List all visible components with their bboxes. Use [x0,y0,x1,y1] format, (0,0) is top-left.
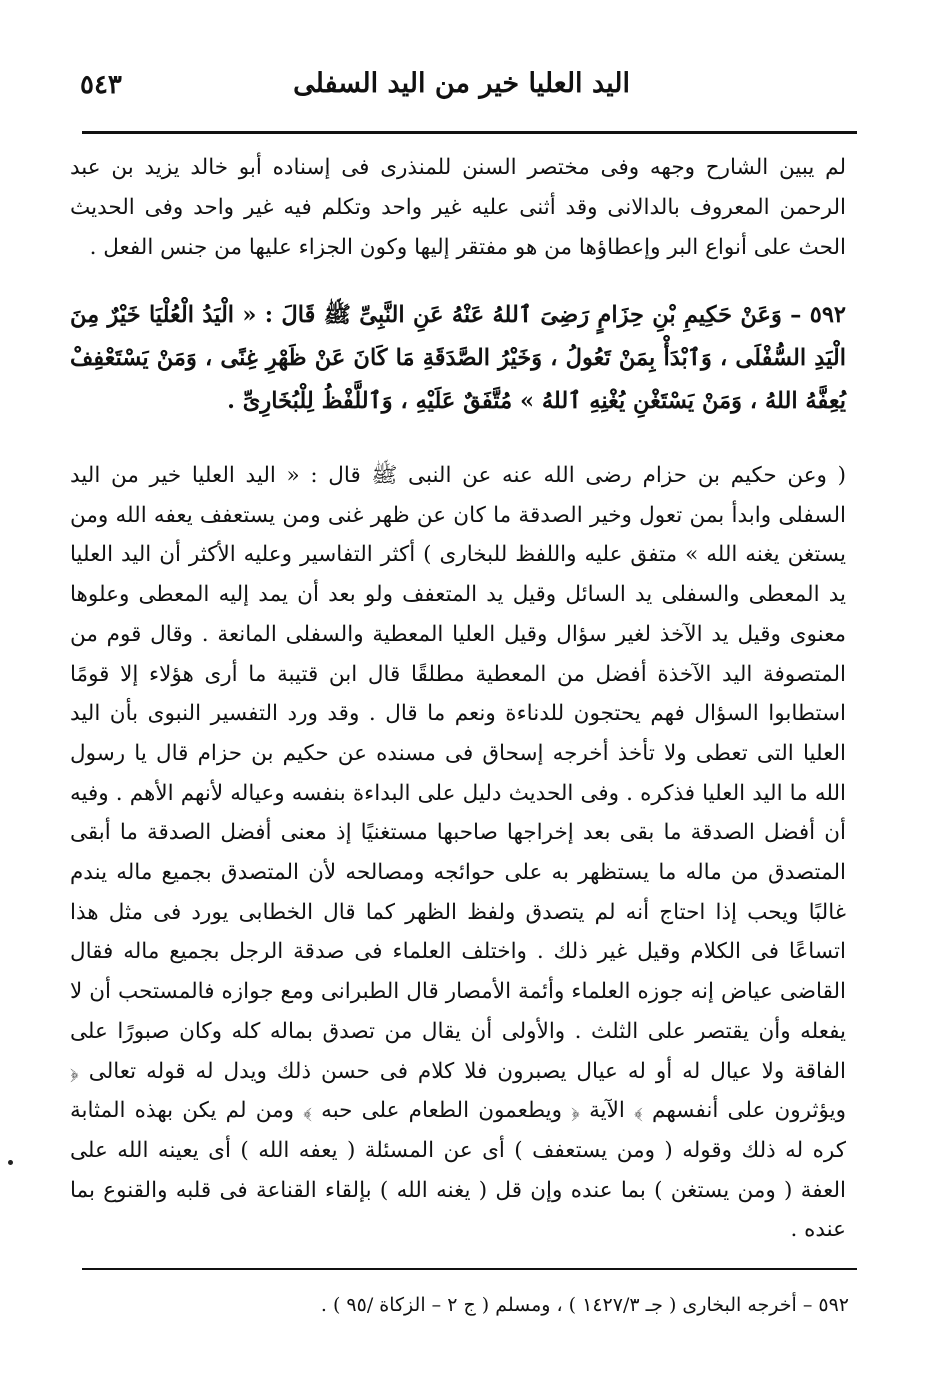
footnote: ٥٩٢ – أخرجه البخارى ( جـ ١٤٢٧/٣ ) ، ومسلم ( ج ٢ – الزكاة /٩٥ ) . [320,1294,849,1316]
margin-dot [8,1160,13,1165]
running-title: اليد العليا خير من اليد السفلى [293,68,630,99]
header-rule [82,131,857,134]
commentary-paragraph: ( وعن حكيم بن حزام رضى الله عنه عن النبى ﷺ قال : « اليد العليا خير من اليد السفلى وابدأ بمن تعول وخير الصدقة ما كان عن ظهر غنى ومن يستعفف يعفه الله ومن يستغن يغنه الله » متفق عليه واللفظ للبخارى ) أكثر التفاسير وعليه الأكثر أن اليد العليا يد المعطى والسفلى يد السائل وقيل يد المتعفف ولو بعد أن يمد إليه المعطى وعلوها معنوى وقيل يد الآخذ لغير سؤال وقيل العليا المعطية والسفلى المانعة . وقال قوم من المتصوفة اليد الآخذة أفضل من المعطية مطلقًا قال ابن قتيبة ما أرى هؤلاء إلا قومًا استطابوا السؤال فهم يحتجون للدناءة ونعم ما قال . وقد ورد التفسير النبوى بأن اليد العليا التى تعطى ولا تأخذ أخرجه إسحاق فى مسنده عن حكيم بن حزام قال يا رسول الله ما اليد العليا فذكره . وفى الحديث دليل على البداءة بنفسه وعياله لأنهم الأهم . وفيه أن أفضل الصدقة ما بقى بعد إخراجها صاحبها مستغنيًا إذ معنى أفضل الصدقة ما أبقى المتصدق من ماله ما يستظهر به على حوائجه ومصالحه لأن المتصدق بجميع ماله يندم غالبًا ويحب إذا احتاج أنه لم يتصدق ولفظ الظهر كما قال الخطابى يورد فى مثل هذا اتساعًا فى الكلام وقيل غير ذلك . واختلف العلماء فى صدقة الرجل بجميع ماله فقال القاضى عياض إنه جوزه العلماء وأئمة الأمصار قال الطبرانى ومع جوازه فالمستحب أن لا يفعله وأن يقتصر على الثلث . والأولى أن يقال من تصدق بماله كله وكان صبورًا على الفاقة ولا عيال له أو له عيال يصبرون فلا كلام فى حسن ذلك ويدل له قوله تعالى ﴿ ويؤثرون على أنفسهم ﴾ الآية ﴿ ويطعمون الطعام على حبه ﴾ ومن لم يكن بهذه المثابة كره له ذلك وقوله ( ومن يستعفف ) أى عن المسئلة ( يعفه الله ) أى يعينه الله على العفة ( ومن يستغن ) بما عنده وإن قل ( يغنه الله ) بإلقاء القناعة فى قلبه والقنوع بما عنده . [70,463,847,1243]
footnote-rule [82,1268,857,1270]
page-header [80,62,850,112]
page-number: ٥٤٣ [80,70,122,100]
intro-paragraph: لم يبين الشارح وجهه وفى مختصر السنن للمنذرى فى إسناده أبو خالد يزيد بن عبد الرحمن المعروف بالدالانى وقد أثنى عليه غير واحد وتكلم فيه غير واحد وفى الحديث الحث على أنواع البر وإعطاؤها من هو مفتقر إليها وكون الجزاء عليها من جنس الفعل . [70,155,846,260]
hadith-text: ٥٩٢ – وَعَنْ حَكِيمِ بْنِ حِزَامٍ رَضِىَ ٱللهُ عَنْهُ عَنِ النَّبِىِّ ﷺ قَالَ : « الْيَدُ الْعُلْيَا خَيْرٌ مِنَ الْيَدِ السُّفْلَى ، وَٱبْدَأْ بِمَنْ تَعُولُ ، وَخَيْرُ الصَّدَقَةِ مَا كَانَ عَنْ ظَهْرِ غِنًى ، وَمَنْ يَسْتَعْفِفْ يُعِفَّهُ اللهُ ، وَمَنْ يَسْتَغْنِ يُغْنِهِ ٱللهُ » مُتَّفَقٌ عَلَيْهِ ، وَٱللَّفْظُ لِلْبُخَارِىِّ . [70,302,846,414]
